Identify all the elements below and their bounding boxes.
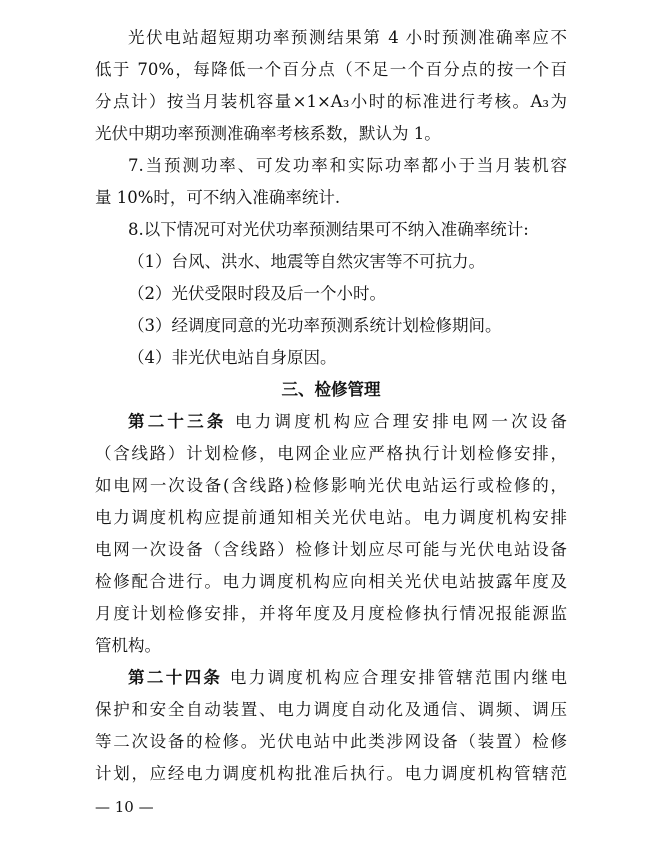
article-text: 电力调度机构应合理安排管辖范围内继电 — [222, 668, 567, 687]
article-label: 第二十四条 — [128, 668, 223, 687]
text-line: 计划，应经电力调度机构批准后执行。电力调度机构管辖范 — [95, 764, 567, 783]
article-label: 第二十三条 — [128, 412, 227, 431]
article-first-line — [95, 406, 567, 438]
text-line: 电网一次设备（含线路）检修计划应尽可能与光伏电站设备 — [95, 540, 567, 559]
page-number: — 10 — — [95, 798, 154, 816]
text-line: 电力调度机构应提前通知相关光伏电站。电力调度机构安排 — [95, 508, 567, 527]
text-line: 光伏中期功率预测准确率考核系数，默认为 1。 — [95, 124, 441, 143]
text-line: 低于 70%，每降低一个百分点（不足一个百分点的按一个百 — [95, 60, 567, 79]
text-line: 如电网一次设备(含线路)检修影响光伏电站运行或检修的， — [95, 476, 567, 495]
text-line: 等二次设备的检修。光伏电站中此类涉网设备（装置）检修 — [95, 732, 567, 751]
text-line: 检修配合进行。电力调度机构应向相关光伏电站披露年度及 — [95, 572, 567, 591]
text-line: 分点计）按当月装机容量×1×A₃小时的标准进行考核。A₃为 — [95, 92, 567, 111]
list-item: （3）经调度同意的光功率预测系统计划检修期间。 — [128, 316, 502, 335]
text-line: （含线路）计划检修，电网企业应严格执行计划检修安排， — [95, 444, 567, 463]
text-line: 光伏电站超短期功率预测结果第 4 小时预测准确率应不 — [128, 28, 567, 47]
section-heading: 三、检修管理 — [281, 380, 381, 399]
list-item: （2）光伏受限时段及后一个小时。 — [128, 284, 386, 303]
text-line: 量 10%时，可不纳入准确率统计. — [95, 188, 341, 207]
list-item: （1）台风、洪水、地震等自然灾害等不可抗力。 — [128, 252, 485, 271]
text-line: 8.以下情况可对光伏功率预测结果可不纳入准确率统计: — [128, 220, 529, 239]
text-line: 月度计划检修安排，并将年度及月度检修执行情况报能源监 — [95, 604, 567, 623]
text-line: 保护和安全自动装置、电力调度自动化及通信、调频、调压 — [95, 700, 567, 719]
text-line: 7.当预测功率、可发功率和实际功率都小于当月装机容 — [128, 156, 567, 175]
text-line: 管机构。 — [95, 636, 161, 655]
article-first-line — [95, 662, 567, 694]
document-page — [95, 22, 567, 790]
list-item: （4）非光伏电站自身原因。 — [128, 348, 337, 367]
article-text: 电力调度机构应合理安排电网一次设备 — [226, 412, 568, 431]
